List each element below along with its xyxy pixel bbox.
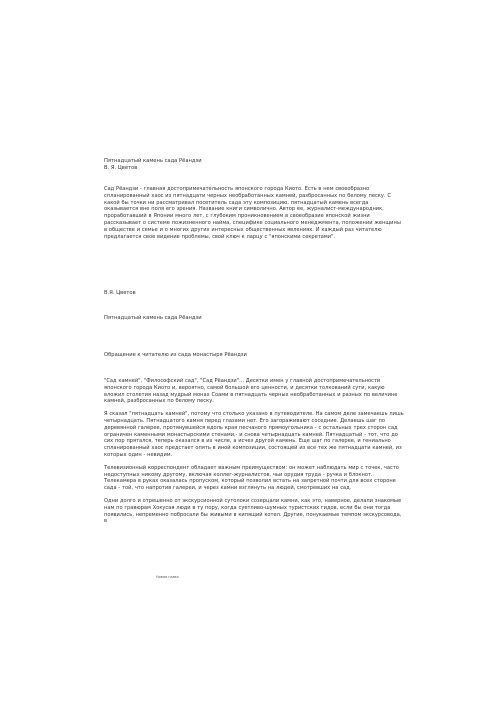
book-author: В. Я. Цветов bbox=[104, 165, 138, 171]
annotation-paragraph bbox=[104, 186, 404, 246]
body-paragraph: Одни долго и отрешенно от экскурсионной сутолоки созерцали камни, как это, наверное, делали знакомые нам по гравюрам Хокусая люди в ту пору, когда суетливо-шумных туристских гидов, если бы они тогда появились, непременно побросали бы живыми в кипящий котел. Другие, понукаемые темпом экскурсовода, в bbox=[104, 497, 402, 525]
annotation-text: Сад Рёандзи - главная достопримечательность японского города Киото. Есть в нем своеобразно спланированный хаос из пятнадцати черных необработанных камней, разбросанных по белому песку. С какой бы точки ни рассматривал посетитель сада эту композицию, пятнадцатый камень всегда оказывается вне поля его зрения. Название книги символично. Автор ее, журналист-международник, проработавший в Японии много лет, с глубоким проникновением в своеобразие японской жизни рассказывает о системе пожизненного найма, специфике социального менеджмента, положении женщины в обществе и семье и о многих других интересных общественных явлениях. И каждый раз читателю предлагается свое видение проблемы, свой ключ к ларцу с "японскими секретами". bbox=[104, 186, 401, 240]
chapter-body bbox=[104, 378, 404, 531]
title-line: Пятнадцатый камень сада Рёандзи bbox=[104, 315, 202, 321]
body-paragraph: "Сад камней", "Философский сад", "Сад Рёандзи"... Десятки имен у главной достопримечательности японского города Киото и, вероятно, самой большой его ценности, и десятки толкований сути, какую вложил столетия назад мудрый монах Соами в пятнадцать черных необработанных и разных по величине камней, разбросанных по белому песку. bbox=[104, 378, 398, 405]
page-footer-note: Новая глава bbox=[156, 575, 179, 579]
book-title: Пятнадцатый камень сада Рёандзи bbox=[104, 158, 202, 164]
body-paragraph: Телевизионный корреспондент обладает важным преимуществом: он может наблюдать мир с точек, часто недоступных никому другому, включая коллег-журналистов, чьи орудия труда - ручка и блокнот. Телекамера в руках оказалась пропуском, который позволил встать на запретной почти для всех стороне сада - той, что напротив галереи, и через камни взглянуть на людей, смотревших на сад. bbox=[104, 464, 399, 492]
body-paragraph: Я сказал "пятнадцать камней", потому что столько указано в путеводителе. На самом деле замечаешь лишь четырнадцать. Пятнадцатого камня перед глазами нет. Его загораживают соседние. Делаешь шаг по деревянной галерее, протянувшейся вдоль края песчаного прямоугольника - с остальных трех сторон сад ограничен каменными монастырскими стенами,- и снова четырнадцать камней. Пятнадцатый - тот, что до сих пор прятался, теперь оказался в их числе, а исчез другой камень. Еще шаг по галерее, и гениально спланированный хаос предстает опять в иной композиции, состоящей из все тех же пятнадцати камней, из которых один - невидим. bbox=[104, 411, 404, 458]
author-line: В.Я. Цветов bbox=[104, 290, 136, 296]
chapter-heading: Обращение к читателю из сада монастыря Рёандзи bbox=[104, 352, 247, 358]
